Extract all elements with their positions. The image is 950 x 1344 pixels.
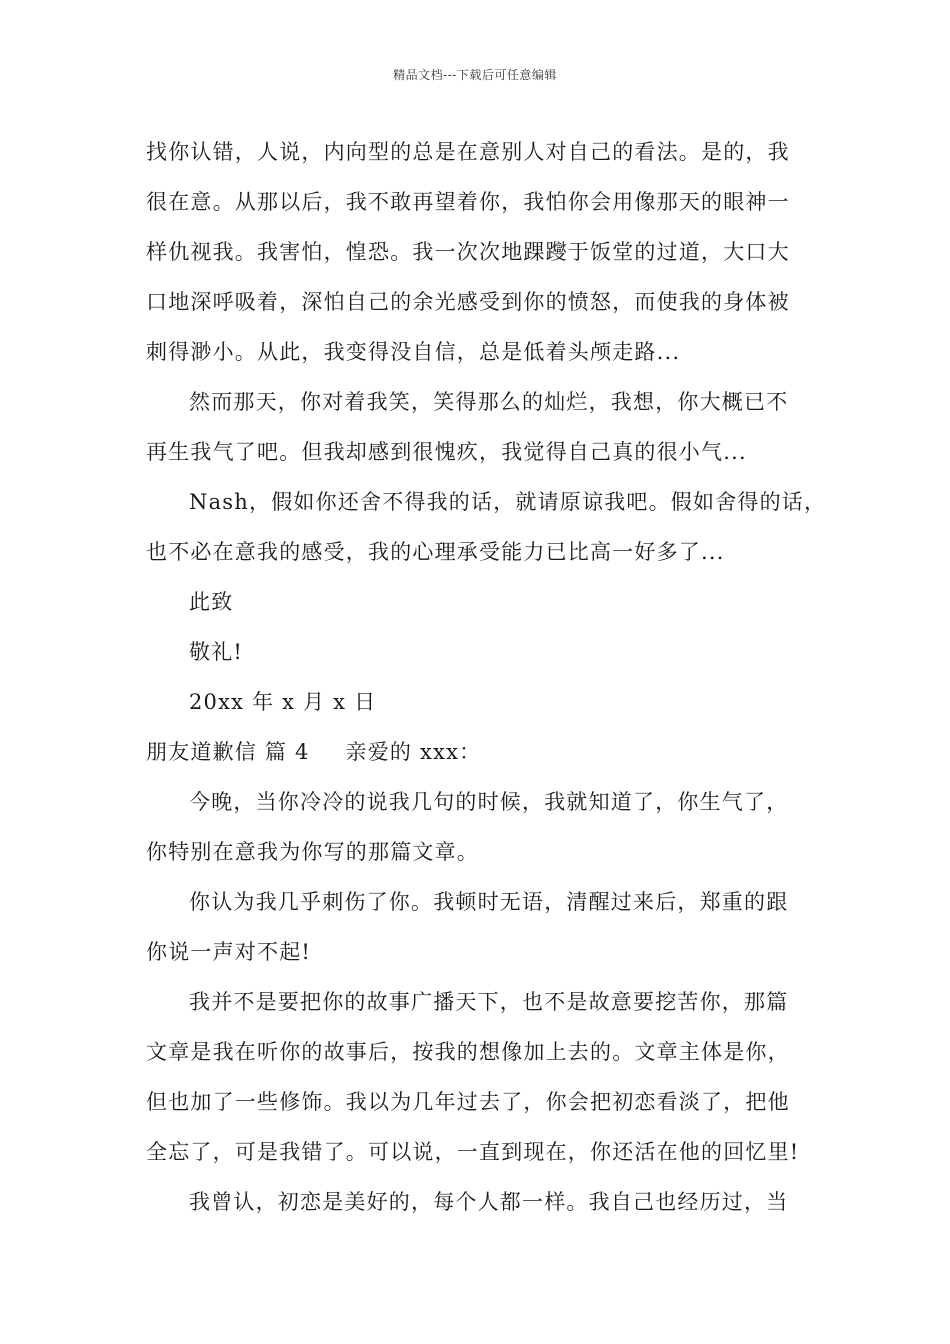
text-line: 但也加了一些修饰。我以为几年过去了，你会把初恋看淡了，把他	[146, 1090, 790, 1114]
text-line: 然而那天，你对着我笑，笑得那么的灿烂，我想，你大概已不	[189, 390, 789, 414]
text-line: 你特别在意我为你写的那篇文章。	[146, 840, 479, 864]
text-line: 口地深呼吸着，深怕自己的余光感受到你的愤怒，而使我的身体被	[146, 290, 790, 314]
text-line: 刺得渺小。从此，我变得没自信，总是低着头颅走路...	[146, 340, 681, 364]
text-line: 我曾认，初恋是美好的，每个人都一样。我自己也经历过，当	[189, 1190, 789, 1214]
greeting: 亲爱的 xxx：	[345, 740, 482, 764]
section-title: 朋友道歉信 篇 4	[146, 740, 310, 764]
date-line: 20xx 年 x 月 x 日	[189, 690, 377, 714]
text-line: Nash，假如你还舍不得我的话，就请原谅我吧。假如舍得的话，	[189, 490, 827, 514]
text-line: 你说一声对不起!	[146, 940, 312, 964]
text-line: 你认为我几乎刺伤了你。我顿时无语，清醒过来后，郑重的跟	[189, 890, 789, 914]
text-line: 我并不是要把你的故事广播天下，也不是故意要挖苦你，那篇	[189, 990, 789, 1014]
page-header: 精品文档---下载后可任意编辑	[393, 68, 557, 82]
closing-line: 此致	[189, 590, 234, 614]
text-line: 全忘了，可是我错了。可以说，一直到现在，你还活在他的回忆里!	[146, 1140, 800, 1164]
text-line: 很在意。从那以后，我不敢再望着你，我怕你会用像那天的眼神一	[146, 190, 790, 214]
text-line: 再生我气了吧。但我却感到很愧疚，我觉得自己真的很小气...	[146, 440, 747, 464]
section-heading-line	[146, 733, 821, 783]
text-line: 也不必在意我的感受，我的心理承受能力已比高一好多了...	[146, 540, 725, 564]
text-line: 文章是我在听你的故事后，按我的想像加上去的。文章主体是你，	[146, 1040, 790, 1064]
salutation-line: 敬礼!	[189, 640, 244, 664]
text-line: 找你认错，人说，内向型的总是在意别人对自己的看法。是的，我	[146, 140, 790, 164]
document-body	[146, 133, 827, 1233]
text-line: 今晚，当你冷冷的说我几句的时候，我就知道了，你生气了，	[189, 790, 789, 814]
text-line: 样仇视我。我害怕，惶恐。我一次次地踝躞于饭堂的过道，大口大	[146, 240, 790, 264]
